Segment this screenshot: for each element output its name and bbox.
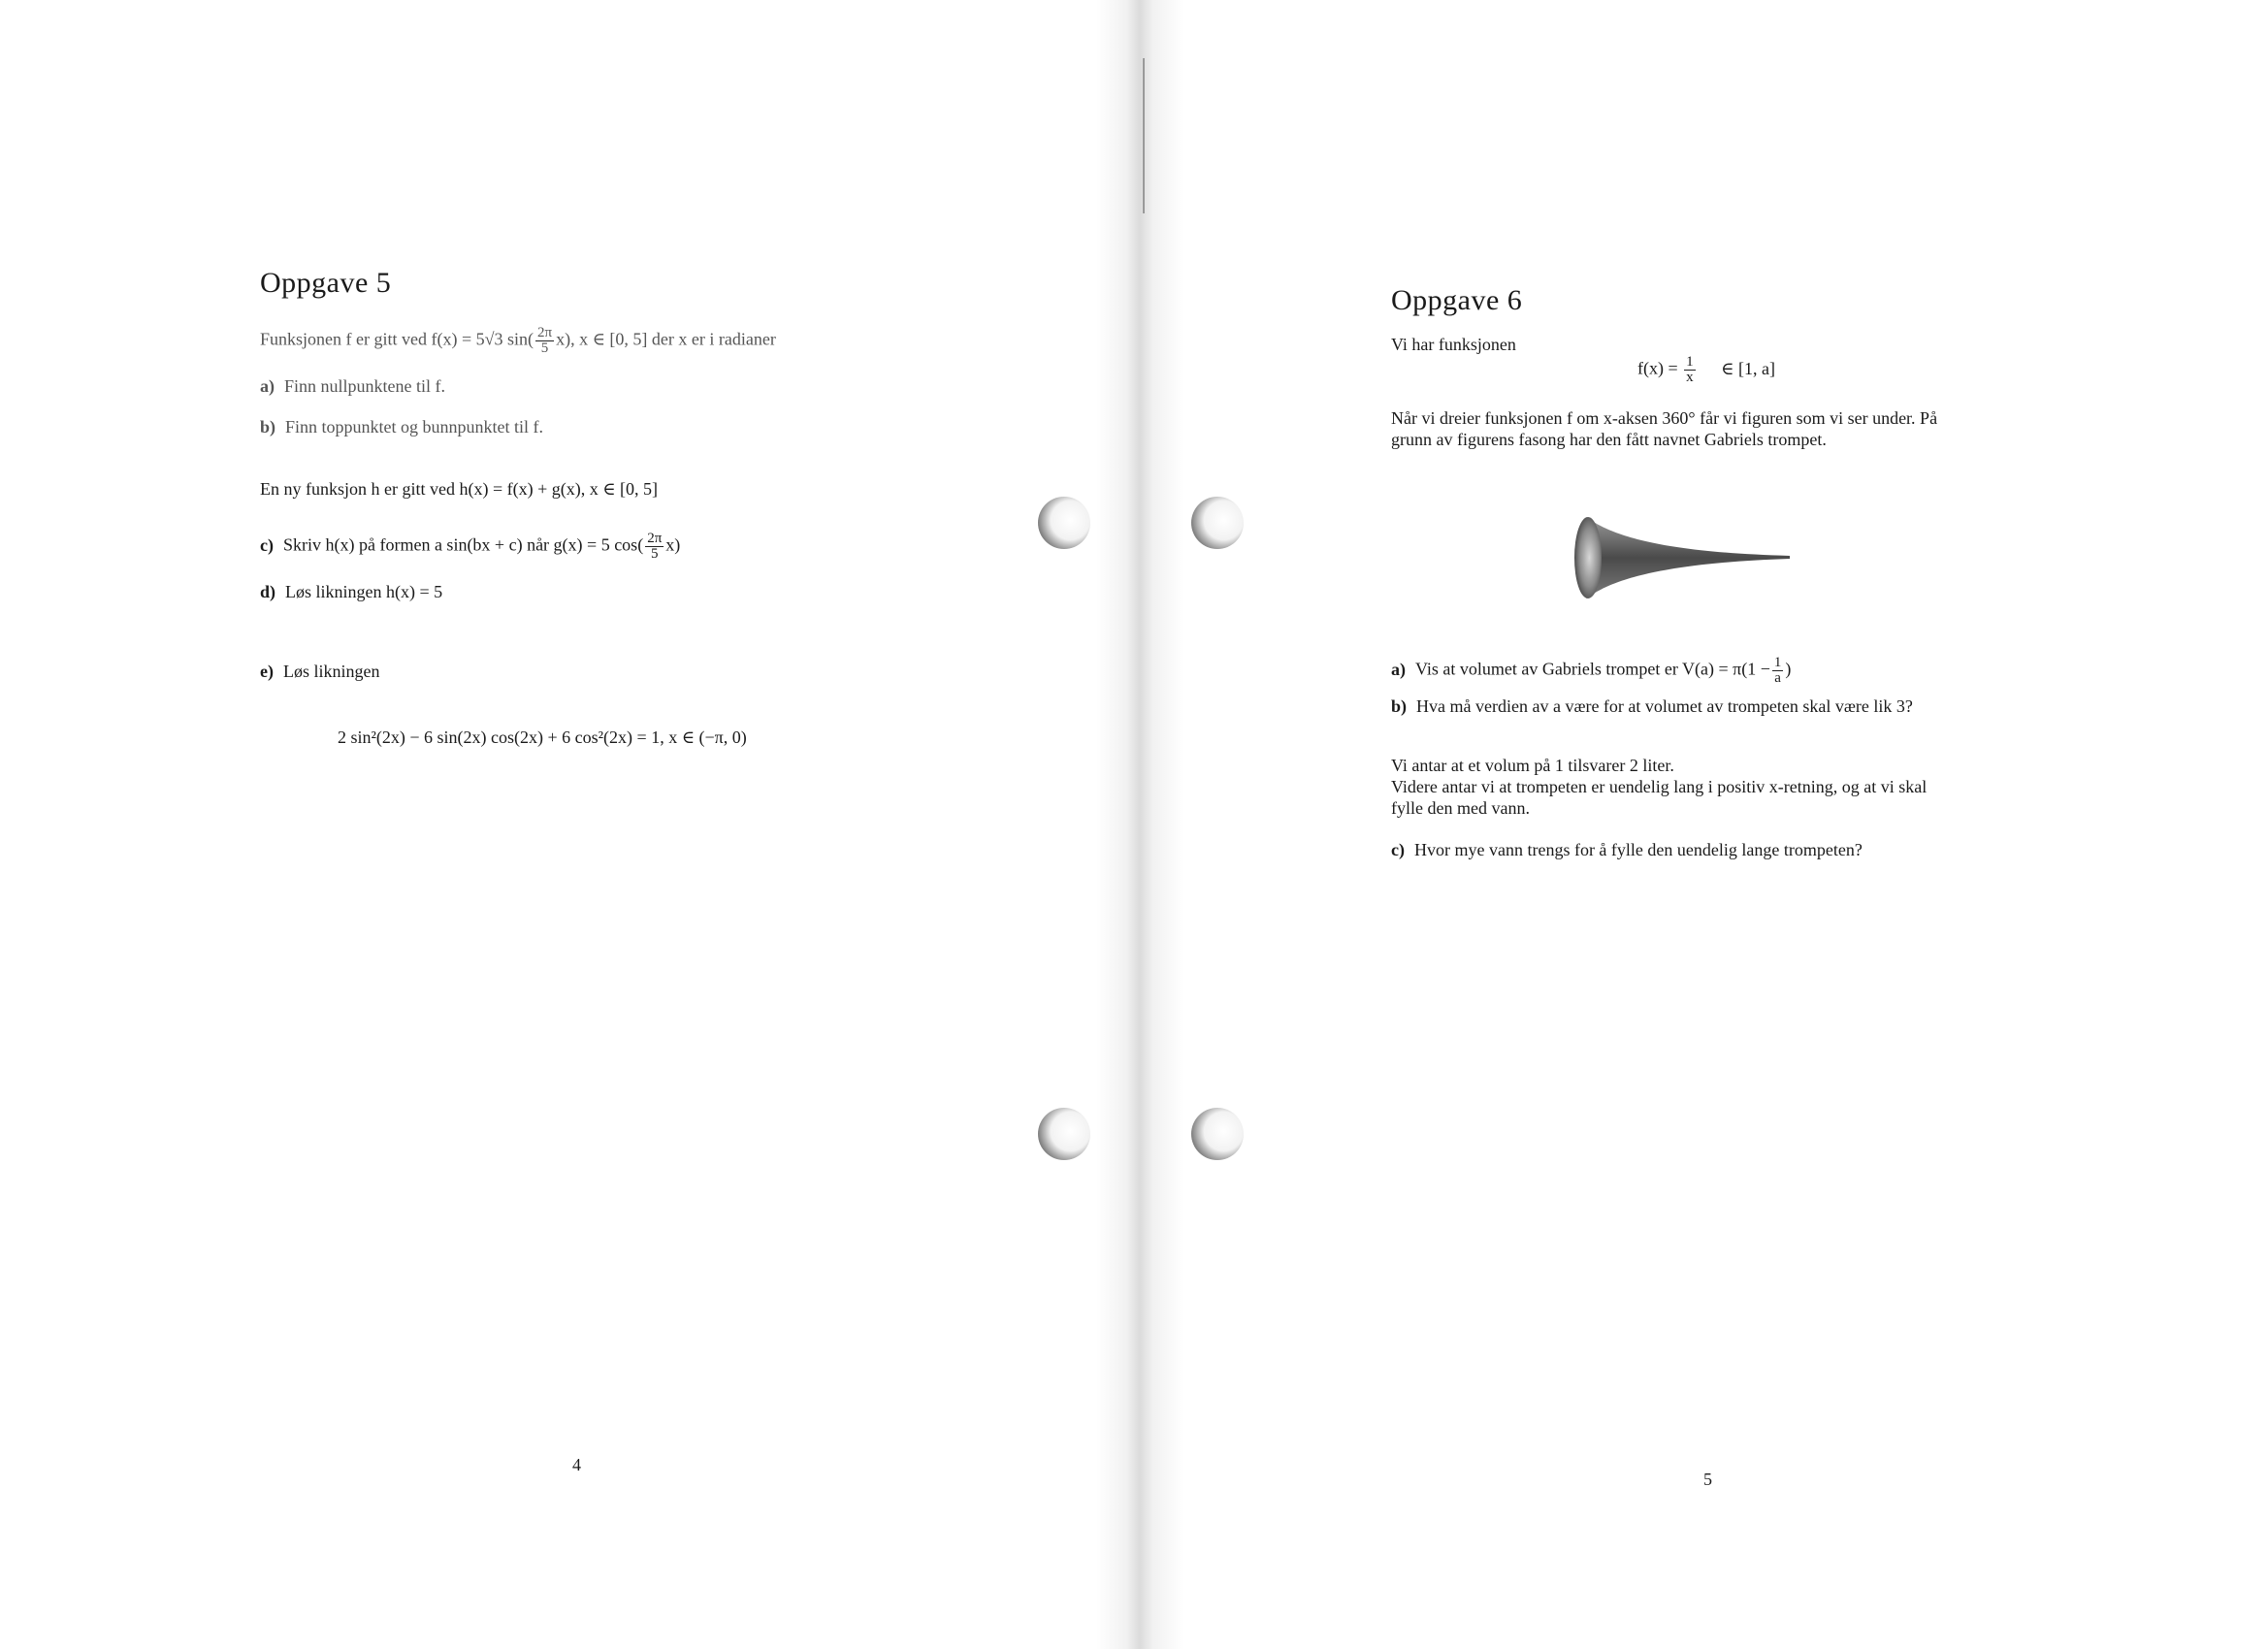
part-a: [1391, 656, 1791, 686]
assumption-line: Videre antar vi at trompeten er uendelig lang i positiv x-retning, og at vi skal: [1391, 777, 1928, 796]
part-e: [260, 662, 379, 682]
fraction-denominator: x: [1686, 370, 1694, 385]
part-c: [260, 532, 680, 562]
assumption-paragraph: [1391, 755, 1927, 819]
part-label: a): [260, 376, 275, 396]
fraction: [535, 326, 554, 356]
fraction-numerator: 2π: [537, 325, 553, 340]
intro-suffix: x), x ∈ [0, 5] der x er i radianer: [556, 329, 776, 349]
intro-line: Vi har funksjonen: [1391, 335, 1516, 354]
part-b: [1391, 696, 1913, 717]
part-b: [260, 417, 543, 437]
page-title: Oppgave 5: [260, 267, 392, 299]
part-text: Finn nullpunktene til f.: [284, 376, 445, 396]
description-line: Når vi dreier funksjonen f om x-aksen 360° får vi figuren som vi ser under. På: [1391, 408, 1938, 428]
fraction-numerator: 1: [1773, 655, 1782, 670]
fraction-numerator: 1: [1686, 354, 1694, 370]
assumption-line: fylle den med vann.: [1391, 798, 1530, 818]
part-label: d): [260, 582, 276, 601]
function-lhs: f(x) =: [1637, 358, 1678, 378]
function-definition: [1637, 355, 1775, 385]
page-title: Oppgave 6: [1391, 284, 1523, 316]
page-number: 4: [572, 1455, 581, 1474]
part-label: c): [1391, 840, 1405, 859]
part-label: b): [260, 417, 276, 436]
assumption-line: Vi antar at et volum på 1 tilsvarer 2 liter.: [1391, 756, 1674, 775]
gabriels-horn-figure: [1567, 509, 1819, 606]
new-function-line: En ny funksjon h er gitt ved h(x) = f(x) + g(x), x ∈ [0, 5]: [260, 479, 659, 499]
part-d: [260, 582, 442, 602]
trig-equation: 2 sin²(2x) − 6 sin(2x) cos(2x) + 6 cos²(2x) = 1, x ∈ (−π, 0): [338, 728, 747, 747]
fraction: [645, 532, 664, 562]
page-number: 5: [1703, 1470, 1712, 1489]
part-label: e): [260, 662, 274, 681]
part-text-suffix: x): [665, 534, 681, 555]
right-page: [1145, 0, 2268, 1649]
part-text: Skriv h(x) på formen a sin(bx + c) når g(x) = 5 cos(: [282, 534, 644, 555]
fraction: [1684, 355, 1696, 385]
intro-prefix: Funksjonen f er gitt ved f(x) = 5√3 sin(: [260, 329, 534, 349]
part-a: [260, 376, 445, 397]
part-text-suffix: ): [1785, 659, 1792, 679]
part-text: Vis at volumet av Gabriels trompet er V(a) = π(1 −: [1415, 659, 1770, 679]
function-domain: ∈ [1, a]: [1721, 358, 1775, 378]
part-text: Hvor mye vann trengs for å fylle den uendelig lange trompeten?: [1413, 840, 1863, 859]
part-label: a): [1391, 659, 1406, 679]
left-page: [0, 0, 1116, 1649]
fraction-denominator: a: [1774, 670, 1781, 686]
part-text: Hva må verdien av a være for at volumet av trompeten skal være lik 3?: [1416, 696, 1913, 716]
part-c: [1391, 840, 1863, 860]
part-text: Løs likningen: [282, 662, 380, 681]
fraction-denominator: 5: [540, 340, 549, 356]
fraction-denominator: 5: [650, 546, 659, 562]
intro-line: [260, 326, 776, 356]
part-text: Løs likningen h(x) = 5: [285, 582, 443, 601]
fraction: [1772, 656, 1784, 686]
fraction-numerator: 2π: [647, 531, 663, 546]
description-line: grunn av figurens fasong har den fått navnet Gabriels trompet.: [1391, 430, 1827, 449]
part-label: c): [260, 534, 274, 555]
part-text: Finn toppunktet og bunnpunktet til f.: [285, 417, 544, 436]
description-paragraph: [1391, 407, 1937, 450]
part-label: b): [1391, 696, 1408, 716]
